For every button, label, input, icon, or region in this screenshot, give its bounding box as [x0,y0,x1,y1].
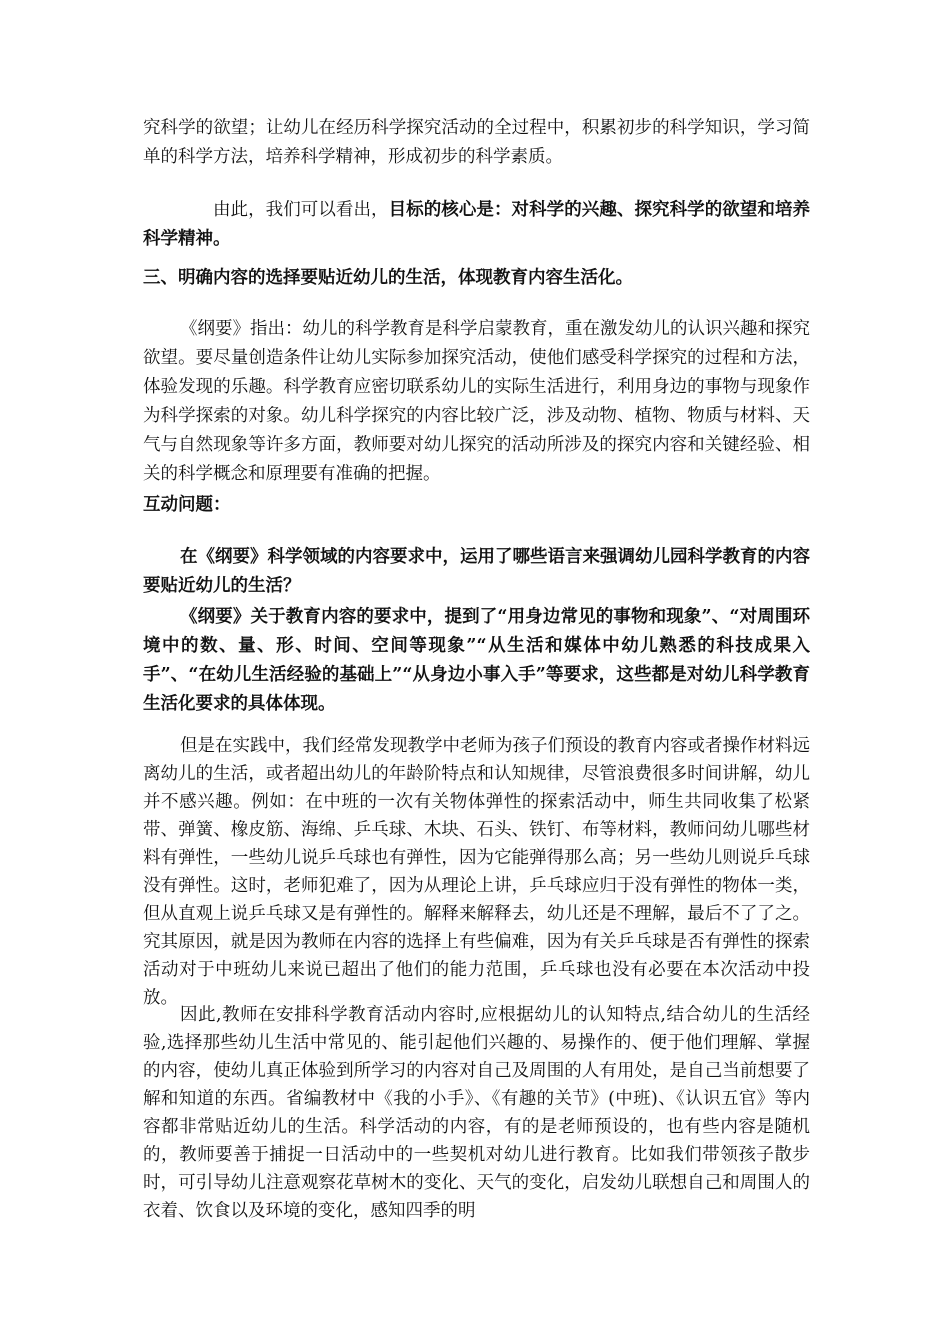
section-heading-3: 三、明确内容的选择要贴近幼儿的生活，体现教育内容生活化。 [143,268,633,288]
paragraph-content-selection: 因此,教师在安排科学教育活动内容时,应根据幼儿的认知特点,结合幼儿的生活经验,选择那些幼儿生活中常见的、能引起他们兴趣的、易操作的、便于他们理解、掌握的内容，使幼儿真正体验到所学习的内容对自己及周围的人有用处，是自己当前想要了解和知道的东西。省编教材中《我的小手》、《有趣的关节》(中班)、《认识五官》等内容都非常贴近幼儿的生活。科学活动的内容，有的是老师预设的，也有些内容是随机的，教师要善于捕捉一日活动中的一些契机对幼儿进行教育。比如我们带领孩子散步时，可引导幼儿注意观察花草树木的变化、天气的变化，启发幼儿联想自己和周围人的衣着、饮食以及环境的变化，感知四季的明 [143,1005,810,1221]
interactive-answer: 《纲要》关于教育内容的要求中，提到了“用身边常见的事物和现象”、“对周围环境中的数、量、形、时间、空间等现象”“从生活和媒体中幼儿熟悉的科技成果入手”、“在幼儿生活经验的基础上”“从身边小事入手”等要求，这些都是对幼儿科学教育生活化要求的具体体现。 [143,607,810,714]
paragraph-core-goal [143,196,810,254]
paragraph-continuation: 究科学的欲望；让幼儿在经历科学探究活动的全过程中，积累初步的科学知识，学习简单的科学方法，培养科学精神，形成初步的科学素质。 [143,118,810,167]
interactive-question-label: 互动问题： [143,495,231,515]
core-goal-lead: 由此，我们可以看出， [213,200,389,220]
paragraph-outline-quote: 《纲要》指出：幼儿的科学教育是科学启蒙教育，重在激发幼儿的认识兴趣和探究欲望。要尽量创造条件让幼儿实际参加探究活动，使他们感受科学探究的过程和方法，体验发现的乐趣。科学教育应密切联系幼儿的实际生活进行，利用身边的事物与现象作为科学探索的对象。幼儿科学探究的内容比较广泛，涉及动物、植物、物质与材料、天气与自然现象等许多方面，教师要对幼儿探究的活动所涉及的探究内容和关键经验、相关的科学概念和原理要有准确的把握。 [143,319,810,484]
interactive-question: 在《纲要》科学领域的内容要求中，运用了哪些语言来强调幼儿园科学教育的内容要贴近幼儿的生活？ [143,547,810,596]
core-goal-bold: 目标的核心是：对科学的兴趣、探究科学的欲望和培养科学精神。 [143,200,811,249]
paragraph-practice-example: 但是在实践中，我们经常发现教学中老师为孩子们预设的教育内容或者操作材料远离幼儿的生活，或者超出幼儿的年龄阶特点和认知规律，尽管浪费很多时间讲解，幼儿并不感兴趣。例如：在中班的一次有关物体弹性的探索活动中，师生共同收集了松紧带、弹簧、橡皮筋、海绵、乒乓球、木块、石头、铁钉、布等材料，教师问幼儿哪些材料有弹性，一些幼儿说乒乓球也有弹性，因为它能弹得那么高；另一些幼儿则说乒乓球没有弹性。这时，老师犯难了，因为从理论上讲，乒乓球应归于没有弹性的物体一类，但从直观上说乒乓球又是有弹性的。解释来解释去，幼儿还是不理解，最后不了了之。究其原因，就是因为教师在内容的选择上有些偏难，因为有关乒乓球是否有弹性的探索活动对于中班幼儿来说已超出了他们的能力范围，乒乓球也没有必要在本次活动中投放。 [143,736,810,1008]
